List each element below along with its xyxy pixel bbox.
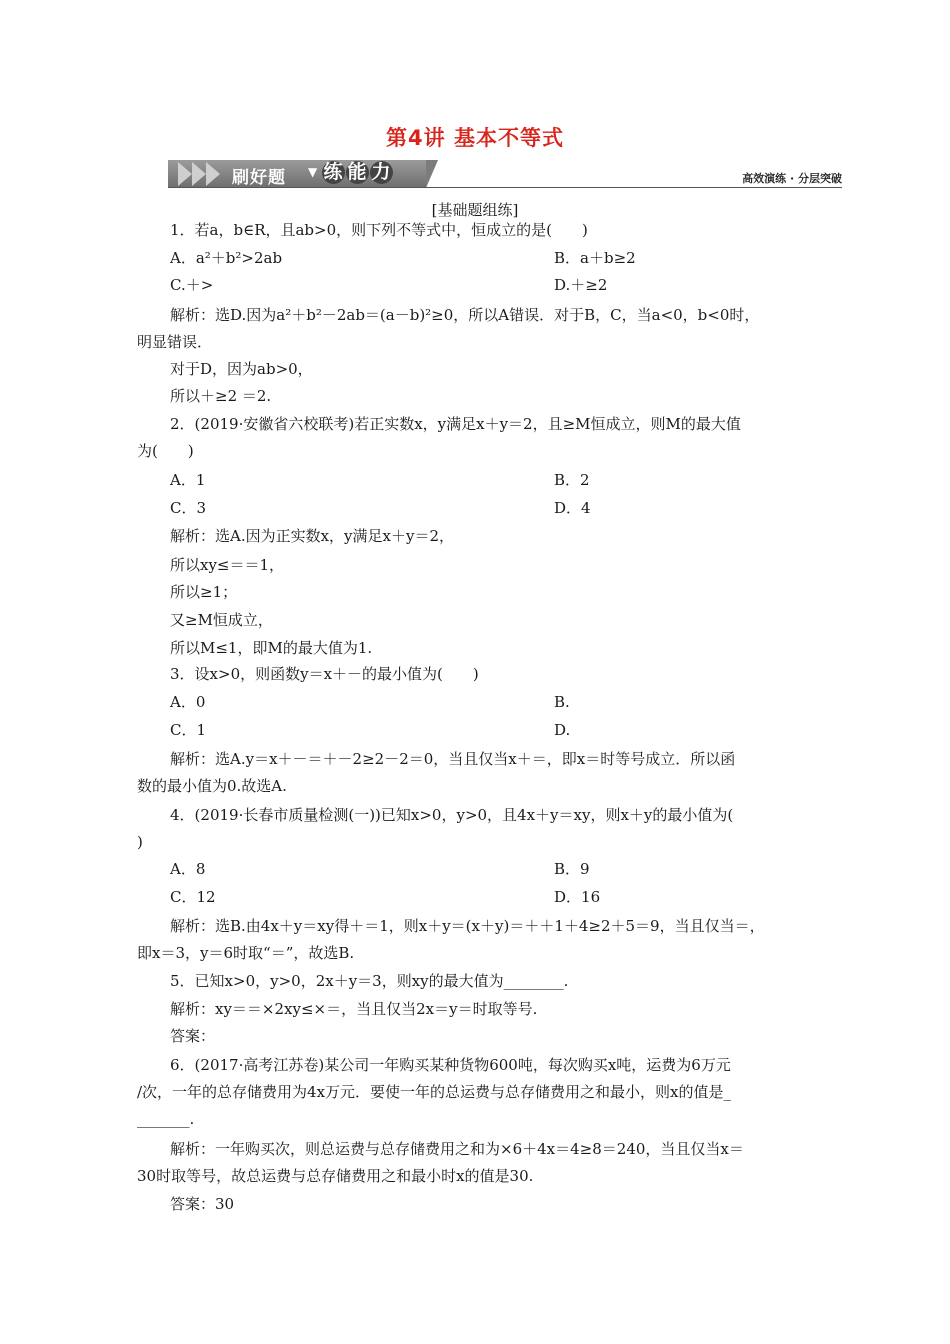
option-text: B．2 — [554, 471, 590, 489]
text-line: 1．若a，b∈R，且ab>0，则下列不等式中，恒成立的是( ) — [170, 221, 588, 239]
banner-tail — [426, 160, 438, 188]
text-line: A．1 — [170, 471, 206, 489]
text-line: 所以M≤1，即M的最大值为1. — [170, 639, 373, 657]
option-text: B．a＋b≥2 — [554, 249, 636, 267]
text-line: C．12 — [170, 888, 216, 906]
banner-badge — [322, 161, 394, 184]
option-text: D.＋≥2 — [554, 276, 608, 294]
text-line: 4．(2019·长春市质量检测(一))已知x>0，y>0，且4x＋y＝xy，则x＋y的最小值为( — [170, 806, 734, 824]
triangle-icon: ▼ — [308, 165, 318, 179]
section-banner — [168, 160, 842, 188]
text-line: /次，一年的总存储费用为4x万元．要使一年的总运费与总存储费用之和最小，则x的值是_ — [137, 1083, 732, 1101]
badge-char: 力 — [371, 161, 392, 183]
text-line: 所以＋≥2 ＝2. — [170, 387, 272, 405]
text-line: 明显错误． — [137, 333, 213, 351]
text-line: 所以≥1； — [170, 583, 238, 601]
text-line: 30时取等号，故总运费与总存储费用之和最小时x的值是30. — [137, 1167, 534, 1185]
text-line: 又≥M恒成立， — [170, 611, 273, 629]
text-line: 解析：xy＝＝×2xy≤×＝，当且仅当2x＝y＝时取等号. — [170, 1000, 538, 1018]
text-line: 所以xy≤＝＝1， — [170, 556, 285, 574]
chevron-right-icon — [206, 162, 220, 186]
option-text: D．4 — [554, 499, 591, 517]
text-line: C．3 — [170, 499, 207, 517]
badge-char: 练 — [323, 161, 344, 183]
text-line: 解析：一年购买次，则总运费与总存储费用之和为×6＋4x＝4≥8＝240，当且仅当x＝ — [170, 1140, 744, 1158]
text-line: 2．(2019·安徽省六校联考)若正实数x，y满足x＋y＝2，且≥M恒成立，则M的最大值 — [170, 415, 741, 433]
text-line: 即x＝3，y＝6时取“＝”，故选B. — [137, 944, 355, 962]
text-line: A．8 — [170, 860, 206, 878]
text-line: 解析：选A.因为正实数x，y满足x＋y＝2， — [170, 527, 455, 545]
section-heading: [基础题组练] — [431, 201, 519, 219]
text-line: 6．(2017·高考江苏卷)某公司一年购买某种货物600吨，每次购买x吨，运费为6万元 — [170, 1056, 731, 1074]
text-line: 解析：选B.由4x＋y＝xy得＋＝1，则x＋y＝(x＋y)＝＋＋1＋4≥2＋5＝9，当且仅当＝， — [170, 917, 765, 935]
option-text: D．16 — [554, 888, 601, 906]
text-line: _______. — [137, 1110, 195, 1128]
option-text: B．9 — [554, 860, 590, 878]
text-line: 为( ) — [137, 442, 194, 460]
badge-char: 能 — [347, 161, 368, 183]
chevron-right-icon — [178, 162, 192, 186]
text-line: 解析：选D.因为a²＋b²－2ab＝(a－b)²≥0，所以A错误．对于B，C，当a<0，b<0时， — [170, 306, 760, 324]
option-text: D. — [554, 721, 571, 739]
text-line: 3．设x>0，则函数y＝x＋－的最小值为( ) — [170, 665, 479, 683]
text-line: 5．已知x>0，y>0，2x＋y＝3，则xy的最大值为________. — [170, 972, 569, 990]
text-line: C．1 — [170, 721, 207, 739]
text-line: C.＋> — [170, 276, 214, 294]
text-line: 数的最小值为0.故选A. — [137, 777, 287, 795]
page-title: 第4讲 基本不等式 — [386, 126, 564, 150]
chevron-right-icon — [192, 162, 206, 186]
banner-label: 刷好题 — [232, 168, 286, 188]
text-line: 答案：30 — [170, 1195, 235, 1213]
text-line: 解析：选A.y＝x＋－＝＋－2≥2－2＝0，当且仅当x＋＝，即x＝时等号成立．所以函 — [170, 750, 736, 768]
text-line: 对于D，因为ab>0， — [170, 360, 313, 378]
option-text: B. — [554, 693, 570, 711]
text-line: 答案： — [170, 1027, 216, 1045]
banner-tagline: 高效演练 · 分层突破 — [742, 172, 842, 185]
text-line: ) — [137, 833, 143, 851]
text-line: A．0 — [170, 693, 206, 711]
text-line: A．a²＋b²>2ab — [170, 249, 283, 267]
